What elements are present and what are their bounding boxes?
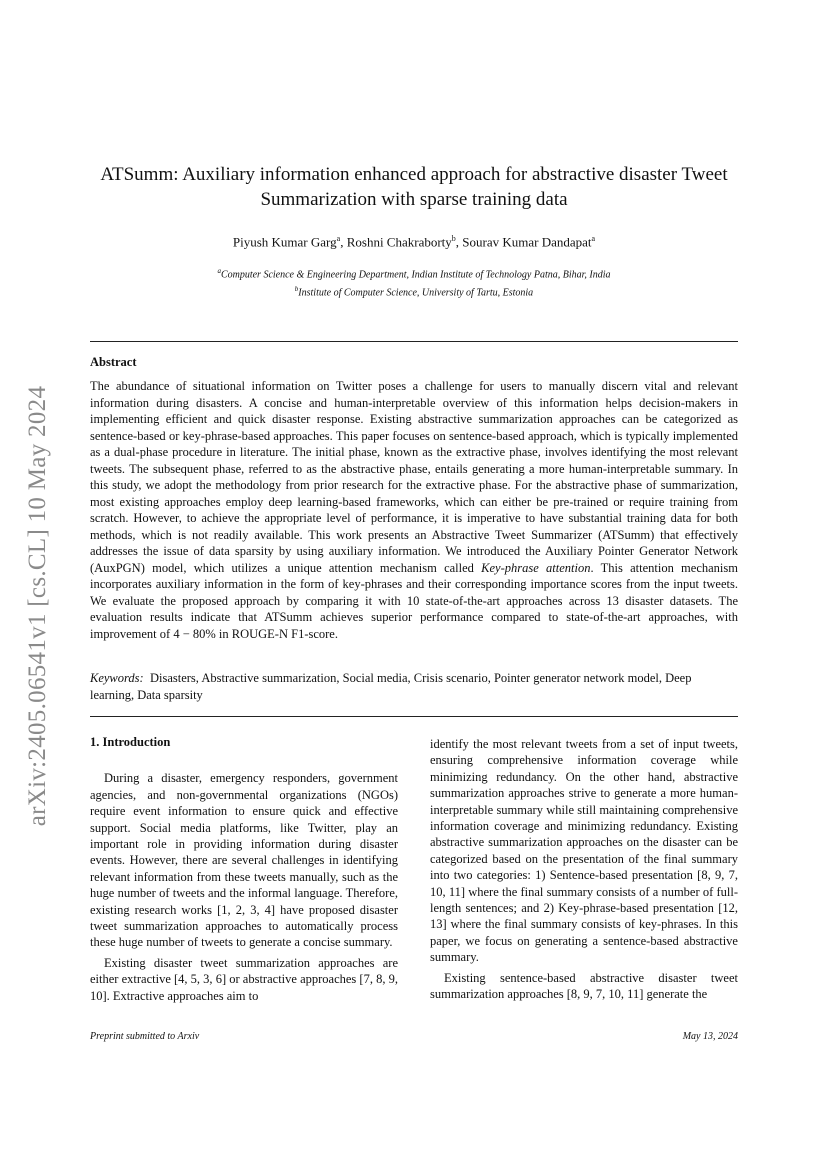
footer-submission-note: Preprint submitted to Arxiv: [90, 1031, 200, 1042]
author-affil-mark: a: [591, 234, 596, 243]
paragraph: Existing sentence-based abstractive disaster tweet summarization approaches [8, 9, 7, 10, 11] generate the: [430, 970, 738, 1002]
left-column: [90, 734, 398, 1008]
author-affil-mark: a: [336, 234, 341, 243]
keywords-label: Keywords:: [90, 671, 144, 685]
affiliation: [80, 282, 748, 300]
abstract-emphasis: Key-phrase attention: [481, 560, 591, 575]
author-name: Piyush Kumar Garg: [232, 234, 337, 250]
paragraph-continued: identify the most relevant tweets from a set of input tweets, ensuring comprehensive information coverage while minimizing redundancy. On the other hand, abstractive summarization approaches strive to generate a more human-interpretable summary while still maintaining comprehensive information coverage and minimizing redundancy. Existing abstractive summarization approaches on the disaster can be categorized based on the presentation of the final summary into two categories: 1) Sentence-based presentation [8, 9, 7, 10, 11] where the final summary consists of a number of full-length sentences; and 2) Key-phrase-based presentation [12, 13] where the final summary consists of key-phrases. In this paper, we focus on generating a sentence-based abstractive summary.: [430, 737, 738, 965]
affiliation-text: Computer Science & Engineering Department, Indian Institute of Technology Patna, Bihar, India: [220, 269, 611, 281]
paragraph: Existing disaster tweet summarization approaches are either extractive [4, 5, 3, 6] or abstractive approaches [7, 8, 9, 10]. Extractive approaches aim to: [90, 955, 398, 1003]
affiliation-mark: b: [294, 285, 299, 294]
affiliation-text: Institute of Computer Science, University of Tartu, Estonia: [298, 287, 534, 299]
author-affil-mark: b: [451, 234, 456, 243]
paragraph: During a disaster, emergency responders, government agencies, and non-governmental organizations (NGOs) require event information to ensure quick and effective support. Social media platforms, like Twitter, play an important role in providing information during disaster events. However, there are several challenges in identifying relevant information from these tweets manually, such as the huge number of tweets and the informal language. Therefore, existing research works [1, 2, 3, 4] have proposed disaster tweet summarization approaches to automatically process these huge number of tweets to generate a concise summary.: [90, 771, 398, 950]
affiliation-list: [80, 264, 748, 301]
abstract-text-continued: . This attention mechanism incorporates auxiliary information in the form of key-phrases and their corresponding importance scores from the input tweets. We evaluate the proposed approach by comparing it with 10 state-of-the-art approaches across 13 disaster datasets. The evaluation results indicate that ATSumm achieves superior performance compared to state-of-the-art approaches, with improvement of 4 − 80% in ROUGE-N F1-score.: [90, 560, 738, 641]
abstract-text: The abundance of situational information on Twitter poses a challenge for users to manually discern vital and relevant information during disasters. A concise and human-interpretable overview of this information helps decision-makers in implementing efficient and quick disaster response. Existing abstractive summarization approaches can be categorized as sentence-based or key-phrase-based approaches. This paper focuses on sentence-based approach, which is typically implemented as a dual-phase procedure in literature. The initial phase, known as the extractive phase, involves identifying the most relevant tweets. The subsequent phase, referred to as the abstractive phase, entails generating a more human-interpretable summary. In this study, we adopt the methodology from prior research for the extractive phase. For the abstractive phase of summarization, most existing approaches employ deep learning-based frameworks, which can either be pre-trained or require training from scratch. However, to achieve the appropriate level of performance, it is imperative to have substantial training data for both methods, which is not readily available. This work presents an Abstractive Tweet Summarizer (ATSumm) that effectively addresses the issue of data sparsity by using auxiliary information. We introduced the Auxiliary Pointer Generator Network (AuxPGN) model, which utilizes a unique attention mechanism called: [90, 379, 738, 575]
abstract-body: [90, 378, 738, 642]
author-name: Sourav Kumar Dandapat: [462, 234, 592, 250]
author-name: Roshni Chakraborty: [346, 234, 452, 250]
right-column: [430, 736, 738, 1007]
author-list: Piyush Kumar Garg$^a$, Roshni Chakraborty$^b$, Sourav Kumar Dandapat$^a$: [232, 234, 596, 250]
section-heading: 1. Introduction: [90, 735, 171, 749]
affiliation-mark: a: [217, 267, 221, 275]
arxiv-identifier-stamp: [18, 356, 58, 856]
affiliation: [80, 264, 748, 282]
abstract-heading: Abstract: [90, 355, 137, 369]
keywords: [90, 670, 738, 703]
keywords-text: Disasters, Abstractive summarization, Social media, Crisis scenario, Pointer generator network model, Deep learning, Data sparsity: [90, 671, 692, 702]
abstract-top-divider: [90, 341, 738, 342]
arxiv-stamp-text: arXiv:2405.06541v1 [cs.CL] 10 May 2024: [24, 385, 51, 827]
footer-date: May 13, 2024: [682, 1031, 738, 1042]
paper-title: ATSumm: Auxiliary information enhanced approach for abstractive disaster Tweet Summarization with sparse training data: [100, 164, 728, 210]
abstract-bottom-divider: [90, 716, 738, 717]
